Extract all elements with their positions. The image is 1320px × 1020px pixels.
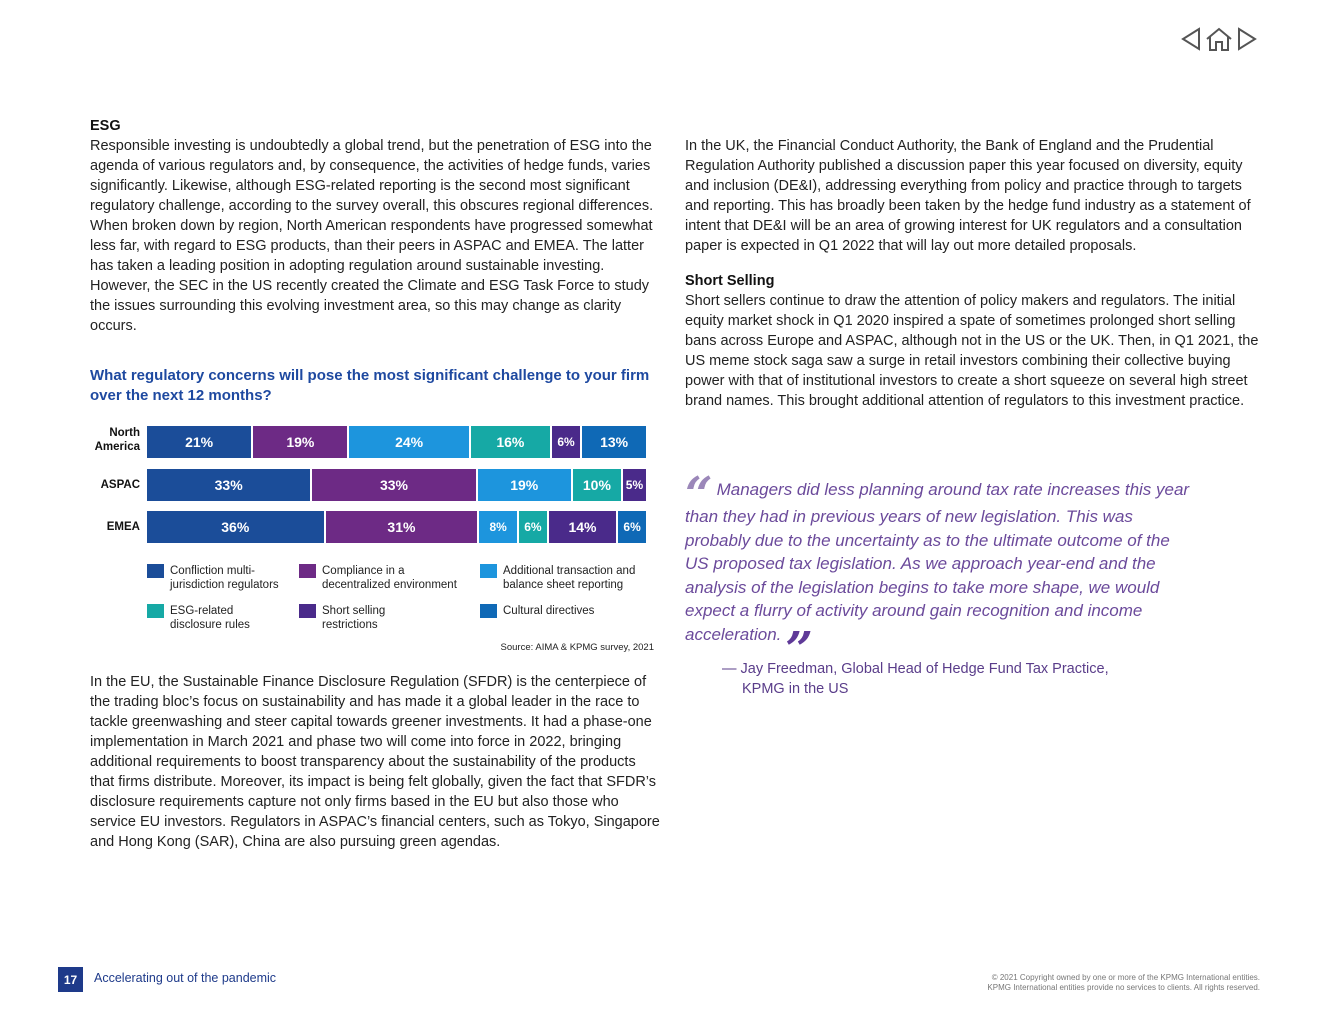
- esg-section: [90, 116, 662, 336]
- bar-value-label: 19%: [286, 434, 315, 450]
- bar-segment: [349, 426, 470, 458]
- legend-text: Compliance in a: [322, 565, 405, 577]
- row-label-emea: EMEA: [106, 521, 140, 533]
- legend-text: decentralized environment: [322, 579, 457, 591]
- legend-item: [147, 604, 250, 632]
- eu-paragraph: In the EU, the Sustainable Finance Disclosure Regulation (SFDR) is the centerpiece of the trading bloc’s focus on sustainability and has made it a global leader in the race to tackle greenwashing and steer capital towards greener investments. It had a phase-one implementation in March 2021 and phase two will come into force in 2022, bringing additional requirements to boost transparency about the sustainability of the products that firms distribute. Moreover, its impact is being felt globally, given the fact that SFDR’s disclosure requirements capture not only firms based in the EU but also those who service EU investors. Regulators in ASPAC’s financial centers, such as Tokyo, Singapore and Hong Kong (SAR), China are also pursuing green agendas.: [90, 674, 660, 850]
- legend-swatch: [299, 604, 316, 618]
- copyright-notice: [860, 973, 1260, 993]
- right-column: [685, 136, 1261, 411]
- legend-text: balance sheet reporting: [503, 579, 624, 591]
- legend-item: [299, 604, 385, 632]
- copyright-line: © 2021 Copyright owned by one or more of the KPMG International entities.: [991, 973, 1260, 982]
- legend-text: jurisdiction regulators: [170, 579, 279, 591]
- legend-text: Cultural directives: [503, 605, 595, 617]
- uk-paragraph: In the UK, the Financial Conduct Authority, the Bank of England and the Prudential Regulation Authority published a discussion paper this year focused on diversity, equity and inclusion (DE&I), addressing everything from policy and practice through to targets and reporting. This has broadly been taken by the hedge fund industry as a statement of intent that DE&I will be an area of growing interest for UK regulators and a consultation paper is expected in Q1 2022 that will lay out more detailed proposals.: [685, 138, 1251, 254]
- bar-segment: [147, 511, 326, 543]
- esg-heading: ESG: [90, 118, 121, 134]
- legend-item: [147, 564, 279, 592]
- open-quote-icon: “: [685, 467, 713, 523]
- eu-section: [90, 672, 662, 852]
- close-quote-icon: ”: [785, 621, 813, 678]
- short-selling-paragraph: Short sellers continue to draw the attention of policy makers and regulators. The initial equity market shock in Q1 2020 inspired a spate of sometimes prolonged short selling bans across Europe and ASPAC, although not in the US or the UK. Then, in Q1 2021, the US meme stock saga saw a surge in retail investors combining their collective buying power with that of institutional investors to create a short squeeze on several high street brand names. This brought additional attention of regulators to this investment practice.: [685, 293, 1259, 409]
- row-label-north-america: [90, 426, 140, 454]
- bar-segment: [147, 469, 312, 501]
- bar-row-aspac: [147, 469, 648, 501]
- legend-text: Confliction multi-: [170, 565, 255, 577]
- bar-value-label: 36%: [221, 519, 250, 535]
- copyright-line: KPMG International entities provide no services to clients. All rights reserved.: [987, 983, 1260, 992]
- quote-text: Managers did less planning around tax rate increases this year than they had in previous years of new legislation. This was probably due to the uncertainty as to the ultimate outcome of the US proposed tax legislation. As we approach year-end and the analysis of the legislation begins to take more shape, we would expect a flurry of activity around gain recognition and income acceleration.: [685, 480, 1190, 644]
- bar-row-emea: [147, 511, 648, 543]
- bar-value-label: 24%: [395, 434, 424, 450]
- bar-value-label: 31%: [387, 519, 416, 535]
- bar-segment: [147, 426, 253, 458]
- attribution-line: — Jay Freedman, Global Head of Hedge Fund Tax Practice,: [722, 661, 1109, 677]
- bar-segment: [519, 511, 549, 543]
- legend-item: [299, 564, 457, 592]
- bar-value-label: 16%: [496, 434, 525, 450]
- legend-text: disclosure rules: [170, 619, 250, 631]
- bar-segment: [618, 511, 648, 543]
- bar-segment: [552, 426, 582, 458]
- home-icon[interactable]: [1204, 26, 1234, 52]
- bar-value-label: 8%: [489, 520, 507, 534]
- bar-segment: [326, 511, 480, 543]
- bar-segment: [623, 469, 648, 501]
- row-label-aspac: ASPAC: [100, 479, 140, 491]
- short-selling-heading: Short Selling: [685, 273, 775, 289]
- page-navigation: [1180, 26, 1258, 52]
- bar-segment: [478, 469, 573, 501]
- legend-text: Additional transaction and: [503, 565, 636, 577]
- row-label-line: America: [94, 441, 140, 453]
- bar-value-label: 21%: [185, 434, 214, 450]
- page-number: 17: [58, 967, 83, 992]
- bar-value-label: 33%: [214, 477, 243, 493]
- legend-swatch: [299, 564, 316, 578]
- bar-value-label: 14%: [568, 519, 597, 535]
- bar-row-north-america: [147, 426, 648, 458]
- bar-value-label: 13%: [600, 434, 629, 450]
- bar-value-label: 33%: [379, 477, 408, 493]
- legend-item: [480, 564, 635, 592]
- legend-item: [480, 604, 594, 618]
- bar-value-label: 6%: [524, 520, 542, 534]
- footer-title: Accelerating out of the pandemic: [94, 971, 277, 985]
- bar-value-label: 6%: [623, 520, 641, 534]
- bar-value-label: 6%: [557, 435, 575, 449]
- legend-text: restrictions: [322, 619, 378, 631]
- bar-value-label: 19%: [510, 477, 539, 493]
- regulatory-concerns-chart: [90, 424, 655, 534]
- legend-swatch: [480, 564, 497, 578]
- row-label-line: North: [109, 427, 140, 439]
- bar-segment: [312, 469, 477, 501]
- esg-paragraph: Responsible investing is undoubtedly a global trend, but the penetration of ESG into the agenda of various regulators and, by consequence, the activities of hedge funds, varies significantly. Likewise, although ESG-related reporting is the second most significant regulatory challenge, according to the survey overall, this obscures regional differences. When broken down by region, North American respondents have progressed somewhat less far, with regard to ESG products, than their peers in ASPAC and EMEA. The latter has taken a leading position in adopting regulation around sustainable investing. However, the SEC in the US recently created the Climate and ESG Task Force to study the issues surrounding this evolving investment area, so this may change as clarity occurs.: [90, 138, 654, 334]
- next-page-icon[interactable]: [1236, 26, 1258, 52]
- legend-text: Short selling: [322, 605, 386, 617]
- quote-attribution: [722, 659, 1142, 699]
- bar-value-label: 5%: [625, 478, 644, 492]
- legend-swatch: [147, 564, 164, 578]
- legend-swatch: [147, 604, 164, 618]
- bar-segment: [471, 426, 552, 458]
- attribution-line: KPMG in the US: [742, 681, 849, 697]
- bar-segment: [253, 426, 349, 458]
- previous-page-icon[interactable]: [1180, 26, 1202, 52]
- bar-segment: [573, 469, 623, 501]
- legend-swatch: [480, 604, 497, 618]
- bar-value-label: 10%: [582, 477, 611, 493]
- bar-segment: [549, 511, 618, 543]
- chart-legend: [147, 564, 667, 636]
- chart-source: Source: AIMA & KPMG survey, 2021: [500, 642, 654, 653]
- bar-segment: [582, 426, 648, 458]
- bar-segment: [479, 511, 519, 543]
- legend-text: ESG-related: [170, 605, 234, 617]
- chart-title: What regulatory concerns will pose the most significant challenge to your firm over the next 12 months?: [90, 367, 650, 404]
